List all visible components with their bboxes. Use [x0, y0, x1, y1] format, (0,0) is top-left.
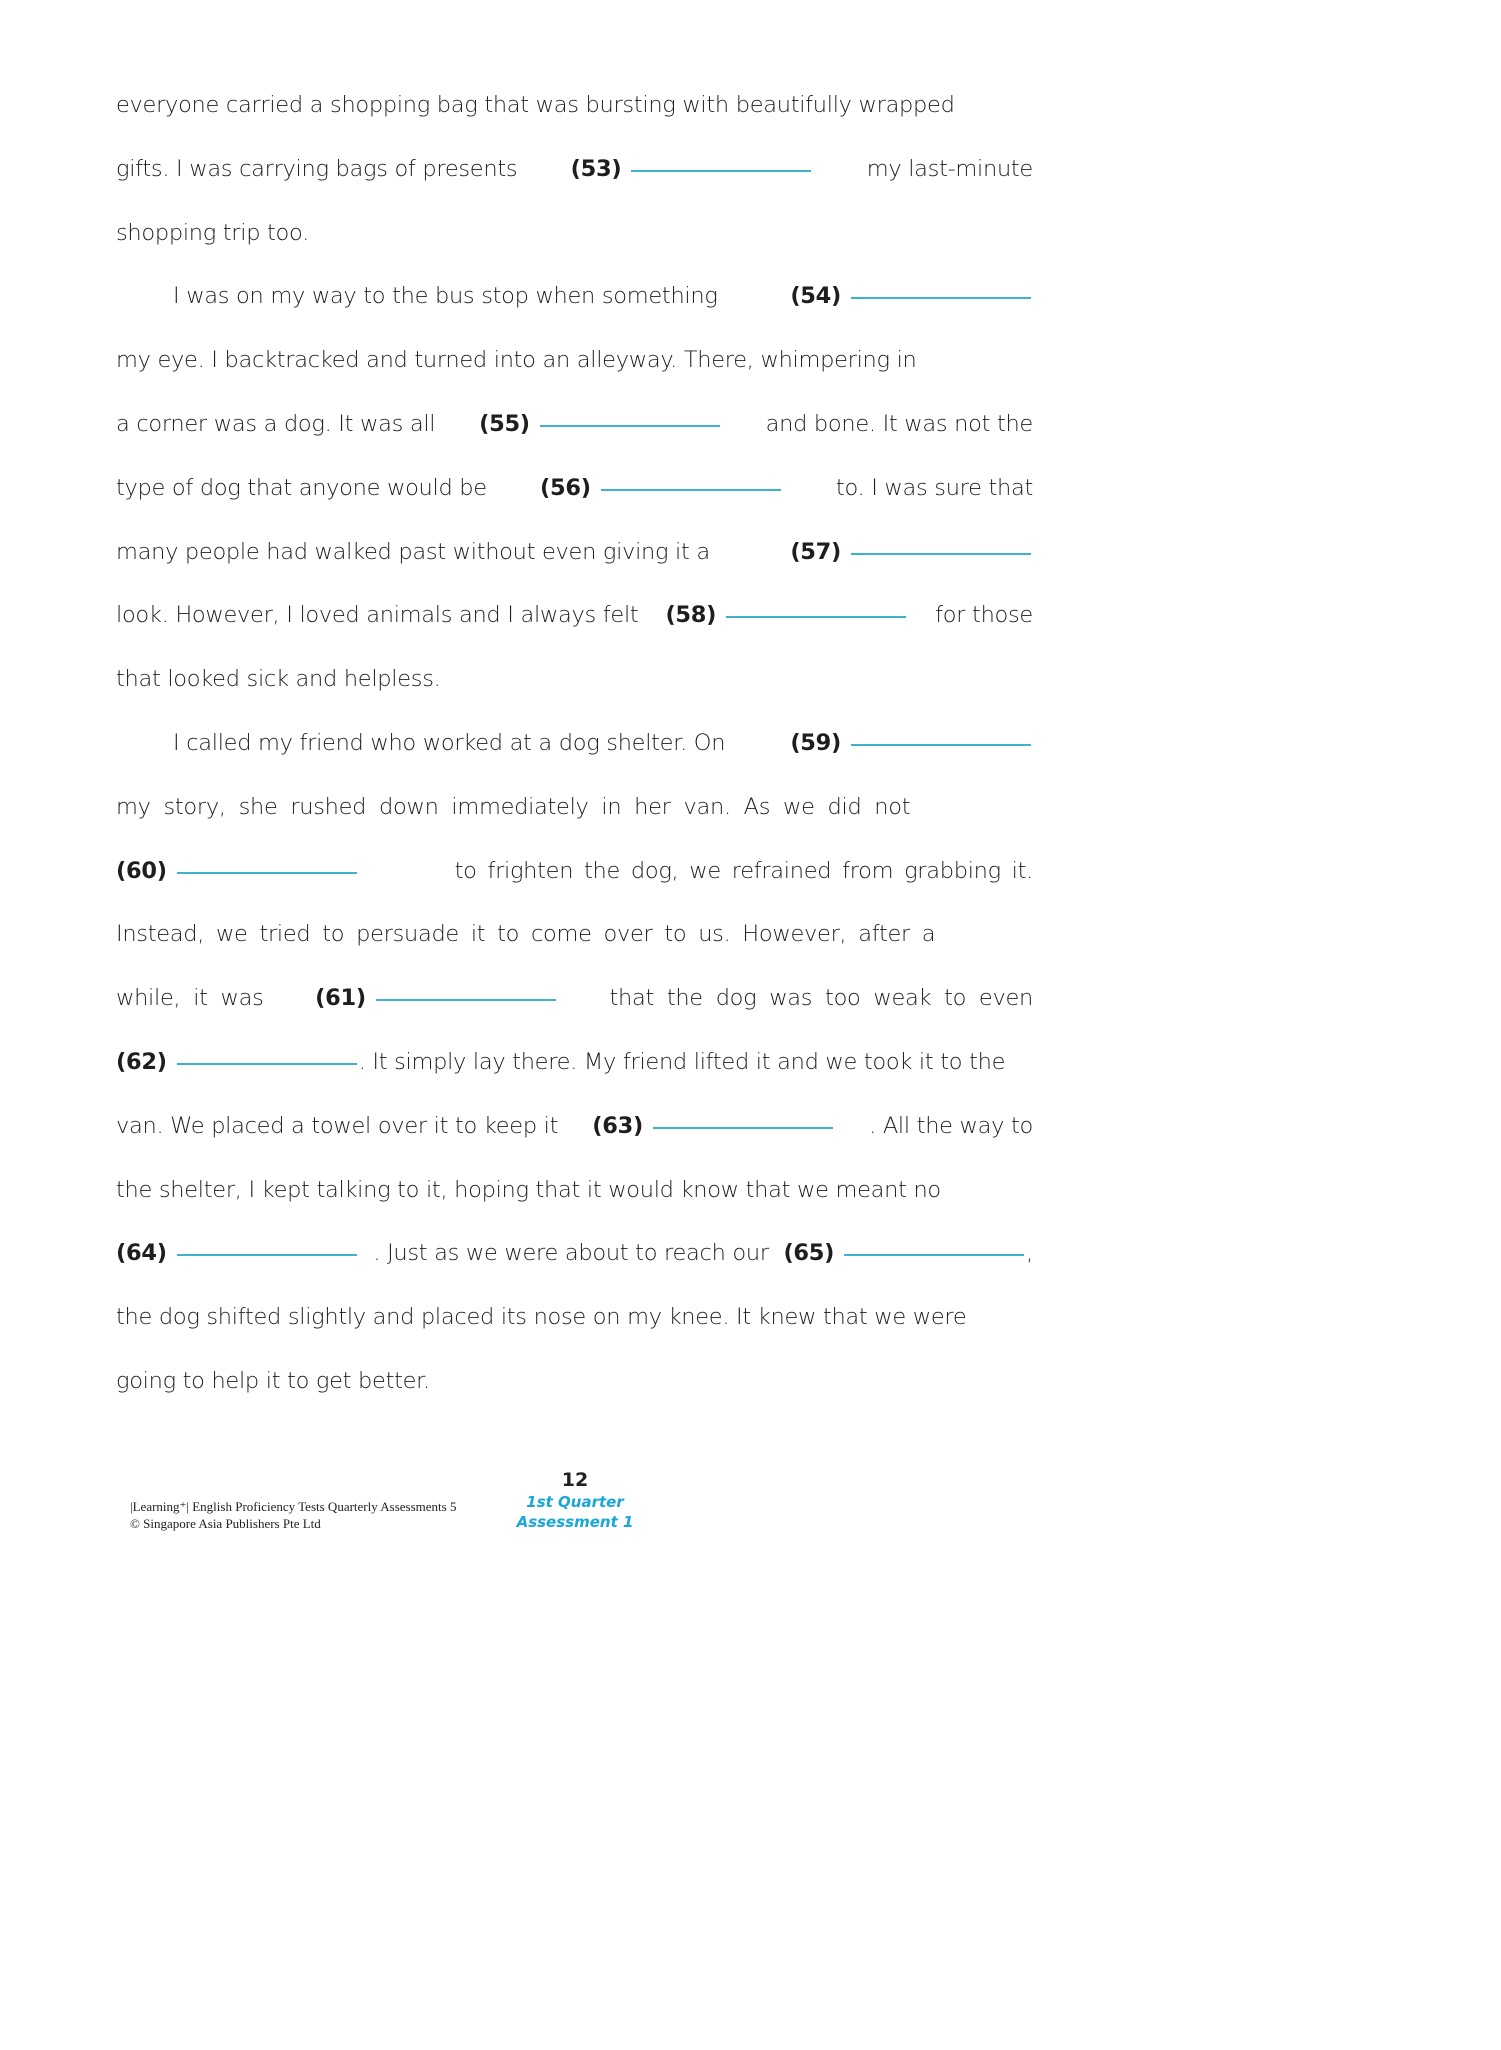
answer-blank-60[interactable] — [177, 872, 357, 874]
text: the shelter, I kept talking to it, hoping that it would know that we meant no — [116, 1176, 941, 1203]
footer-credits — [130, 1498, 456, 1532]
question-number: (61) — [315, 985, 366, 1012]
question-number: (53) — [570, 155, 622, 182]
text: for those — [935, 602, 1033, 629]
passage-line — [116, 1286, 1033, 1350]
text: . All the way to — [869, 1112, 1033, 1139]
text: a corner was a dog. It was all — [116, 410, 436, 437]
passage-line — [116, 840, 1033, 904]
text: look. However, I loved animals and I always felt — [116, 602, 639, 629]
section-label: 1st Quarter — [526, 1493, 624, 1511]
passage-line — [116, 393, 1033, 457]
passage-line — [116, 648, 1033, 712]
passage-line — [116, 202, 1033, 266]
text: to. I was sure that — [835, 474, 1033, 501]
passage-line — [116, 903, 1033, 967]
text: to frighten the dog, we refrained from grabbing it. — [454, 857, 1033, 884]
text: shopping trip too. — [116, 219, 309, 246]
text: my last-minute — [866, 155, 1033, 182]
question-number: (62) — [116, 1048, 167, 1075]
answer-blank-62[interactable] — [177, 1063, 357, 1065]
text: that the dog was too weak to even — [609, 985, 1033, 1012]
text: going to help it to get better. — [116, 1367, 430, 1394]
text: my story, she rushed down immediately in her van. As we did not — [116, 793, 911, 820]
footer-page-info — [505, 1468, 645, 1532]
text: everyone carried a shopping bag that was bursting with beautifully wrapped — [116, 92, 955, 118]
answer-blank-61[interactable] — [376, 999, 556, 1001]
answer-blank-59[interactable] — [851, 744, 1031, 746]
answer-blank-64[interactable] — [177, 1254, 357, 1256]
book-title: |Learning⁺| English Proficiency Tests Quarterly Assessments 5 — [130, 1499, 457, 1514]
text: that looked sick and helpless. — [116, 666, 441, 693]
question-number: (56) — [540, 474, 591, 501]
question-number: (57) — [790, 538, 841, 565]
answer-blank-58[interactable] — [726, 616, 906, 618]
answer-blank-63[interactable] — [653, 1127, 833, 1129]
page-number: 12 — [561, 1469, 589, 1491]
text: while, it was — [116, 985, 264, 1012]
text: . Just as we were about to reach our — [373, 1240, 769, 1267]
question-number: (64) — [116, 1240, 167, 1267]
text: type of dog that anyone would be — [116, 474, 487, 501]
passage-line — [116, 967, 1033, 1031]
passage-line — [116, 1159, 1033, 1223]
copyright: © Singapore Asia Publishers Pte Ltd — [130, 1516, 321, 1531]
question-number: (65) — [783, 1240, 835, 1267]
text: the dog shifted slightly and placed its nose on my knee. It knew that we were — [116, 1304, 967, 1331]
cloze-passage — [116, 74, 1033, 1414]
passage-line — [116, 138, 1033, 202]
passage-line — [116, 1095, 1033, 1159]
question-number: (58) — [665, 602, 717, 629]
passage-line — [116, 776, 1033, 840]
question-number: (59) — [790, 729, 841, 756]
passage-line — [116, 584, 1033, 648]
text: my eye. I backtracked and turned into an alleyway. There, whimpering in — [116, 347, 917, 374]
text: van. We placed a towel over it to keep it — [116, 1112, 559, 1139]
passage-line — [116, 1031, 1033, 1095]
passage-line — [116, 712, 1033, 776]
answer-blank-65[interactable] — [844, 1254, 1024, 1256]
assessment-label: Assessment 1 — [516, 1513, 634, 1531]
answer-blank-55[interactable] — [540, 425, 720, 427]
text: gifts. I was carrying bags of presents — [116, 155, 518, 182]
passage-line — [116, 74, 1033, 138]
question-number: (60) — [116, 857, 167, 884]
passage-line — [116, 265, 1033, 329]
question-number: (55) — [479, 410, 530, 437]
text: Instead, we tried to persuade it to come over to us. However, after a — [116, 921, 936, 948]
answer-blank-54[interactable] — [851, 297, 1031, 299]
text: . It simply lay there. My friend lifted it and we took it to the — [358, 1048, 1006, 1075]
text: and bone. It was not the — [765, 410, 1033, 437]
passage-line — [116, 521, 1033, 585]
text: many people had walked past without even giving it a — [116, 538, 710, 565]
passage-line — [116, 1350, 1033, 1414]
passage-line — [116, 329, 1033, 393]
answer-blank-56[interactable] — [601, 489, 781, 491]
text: I called my friend who worked at a dog shelter. On — [173, 729, 726, 756]
passage-line — [116, 1222, 1033, 1286]
text: I was on my way to the bus stop when something — [173, 283, 718, 310]
passage-line — [116, 457, 1033, 521]
answer-blank-53[interactable] — [631, 170, 811, 172]
question-number: (63) — [592, 1112, 643, 1139]
question-number: (54) — [790, 283, 841, 310]
answer-blank-57[interactable] — [851, 553, 1031, 555]
text: , — [1026, 1240, 1033, 1267]
